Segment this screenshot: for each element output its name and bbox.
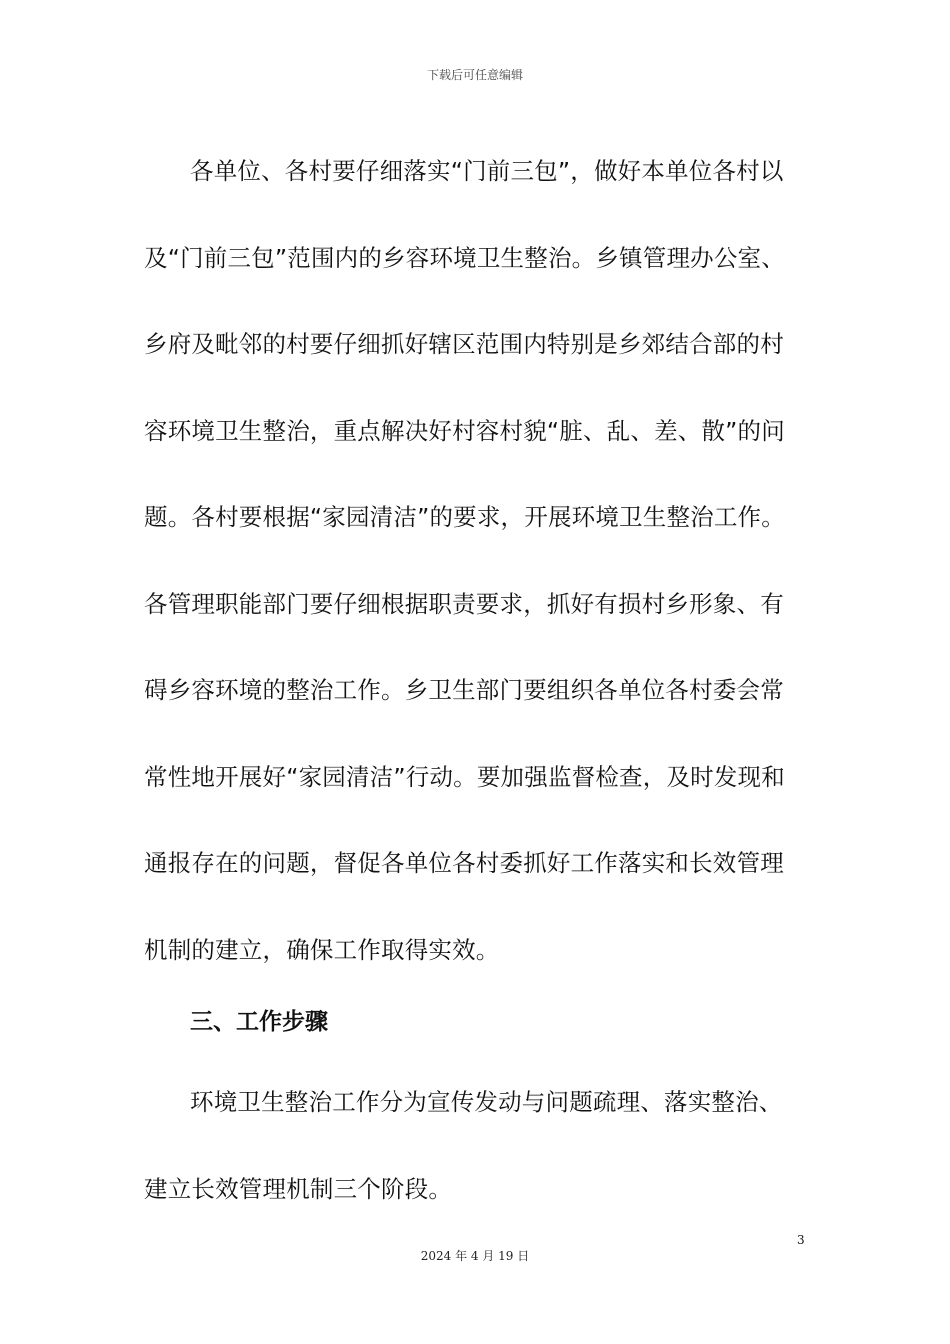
page-header: 下载后可任意编辑 bbox=[426, 68, 523, 82]
body-paragraph: 环境卫生整治工作分为宣传发动与问题疏理、落实整治、建立长效管理机制三个阶段。 bbox=[144, 1088, 783, 1203]
footer-date: 2024 年 4 月 19 日 bbox=[420, 1249, 530, 1263]
document-body bbox=[144, 128, 804, 1232]
section-heading: 三、工作步骤 bbox=[190, 1009, 328, 1035]
body-paragraph: 各单位、各村要仔细落实“门前三包”，做好本单位各村以及“门前三包”范围内的乡容环境卫生整治。乡镇管理办公室、乡府及毗邻的村要仔细抓好辖区范围内特别是乡郊结合部的村容环境卫生整治，重点解决好村容村貌“脏、乱、差、散”的问题。各村要根据“家园清洁”的要求，开展环境卫生整治工作。各管理职能部门要仔细根据职责要求，抓好有损村乡形象、有碍乡容环境的整治工作。乡卫生部门要组织各单位各村委会常常性地开展好“家园清洁”行动。要加强监督检查，及时发现和通报存在的问题，督促各单位各村委抓好工作落实和长效管理机制的建立，确保工作取得实效。 bbox=[144, 157, 785, 964]
page-number: 3 bbox=[797, 1233, 805, 1247]
